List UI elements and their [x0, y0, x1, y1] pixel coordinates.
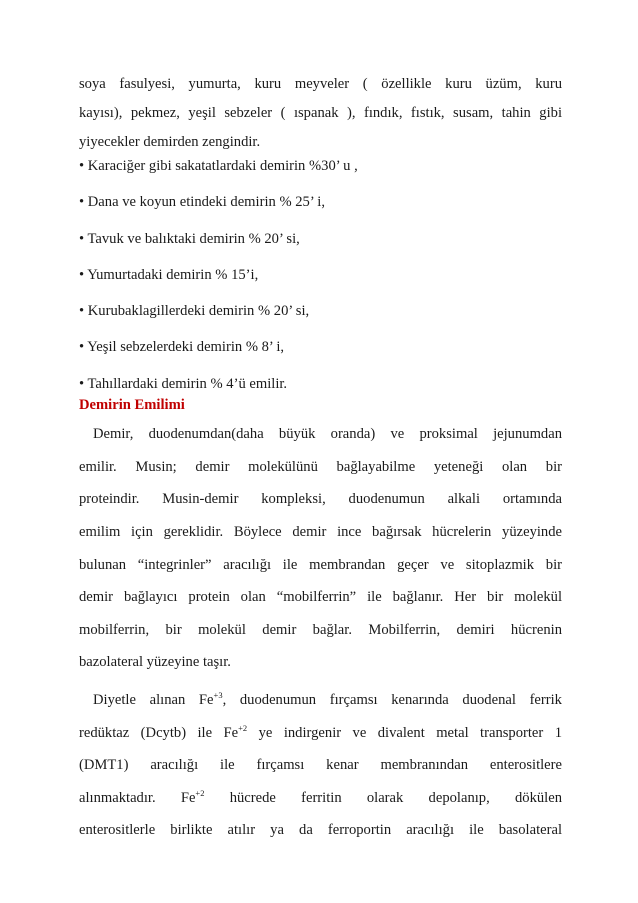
intro-paragraph [79, 72, 562, 154]
absorption-rate-list [79, 154, 562, 398]
document-page [79, 72, 562, 851]
section-heading: Demirin Emilimi [79, 396, 185, 413]
list-item: • Yumurtadaki demirin % 15’i, [79, 266, 259, 283]
list-item: • Tahıllardaki demirin % 4’ü emilir. [79, 375, 288, 392]
list-item: • Tavuk ve balıktaki demirin % 20’ si, [79, 230, 300, 247]
paragraph-iron-transport [79, 688, 562, 851]
paragraph-line: bazolateral yüzeyine taşır. [79, 654, 231, 671]
intro-line: yiyecekler demirden zengindir. [79, 134, 261, 150]
paragraph-line: bulunan “integrinler” aracılığı ile membrandan geçer ve sitoplazmik bir [79, 556, 562, 573]
paragraph-line: alınmaktadır. $Fe^{+2}$ hücrede ferritin olarak depolanıp, dökülen [79, 787, 562, 806]
paragraph-absorption [79, 422, 562, 683]
list-item: • Kurubaklagillerdeki demirin % 20’ si, [79, 303, 310, 320]
list-item: • Yeşil sebzelerdeki demirin % 8’ i, [79, 339, 285, 356]
paragraph-line: (DMT1) aracılığı ile fırçamsı kenar membranından enterositlere [79, 757, 562, 774]
paragraph-line: proteindir. Musin-demir kompleksi, duodenumun alkali ortamında [79, 491, 562, 508]
intro-line: soya fasulyesi, yumurta, kuru meyveler ( özellikle kuru üzüm, kuru [79, 76, 562, 92]
paragraph-line: emilim için gereklidir. Böylece demir ince bağırsak hücrelerin yüzeyinde [79, 524, 562, 541]
paragraph-line: redüktaz (Dcytb) ile $Fe^{+2}$ ye indirgenir ve divalent metal transporter 1 [79, 722, 563, 741]
list-item: • Karaciğer gibi sakatatlardaki demirin %30’ u , [79, 158, 358, 174]
paragraph-line: Diyetle alınan $Fe^{+3}$, duodenumun fırçamsı kenarında duodenal ferrik [93, 690, 562, 709]
paragraph-line: enterositlerle birlikte atılır ya da ferroportin aracılığı ile basolateral [79, 822, 562, 839]
paragraph-line: emilir. Musin; demir molekülünü bağlayabilme yeteneği olan bir [79, 458, 562, 475]
list-item: • Dana ve koyun etindeki demirin % 25’ i, [79, 194, 325, 211]
paragraph-line: Demir, duodenumdan(daha büyük oranda) ve proksimal jejunumdan [93, 426, 562, 443]
intro-line: kayısı), pekmez, yeşil sebzeler ( ıspanak ), fındık, fıstık, susam, tahin gibi [79, 105, 562, 121]
paragraph-line: demir bağlayıcı protein olan “mobilferrin” ile bağlanır. Her bir molekül [79, 589, 562, 606]
paragraph-line: mobilferrin, bir molekül demir bağlar. Mobilferrin, demiri hücrenin [79, 621, 562, 638]
